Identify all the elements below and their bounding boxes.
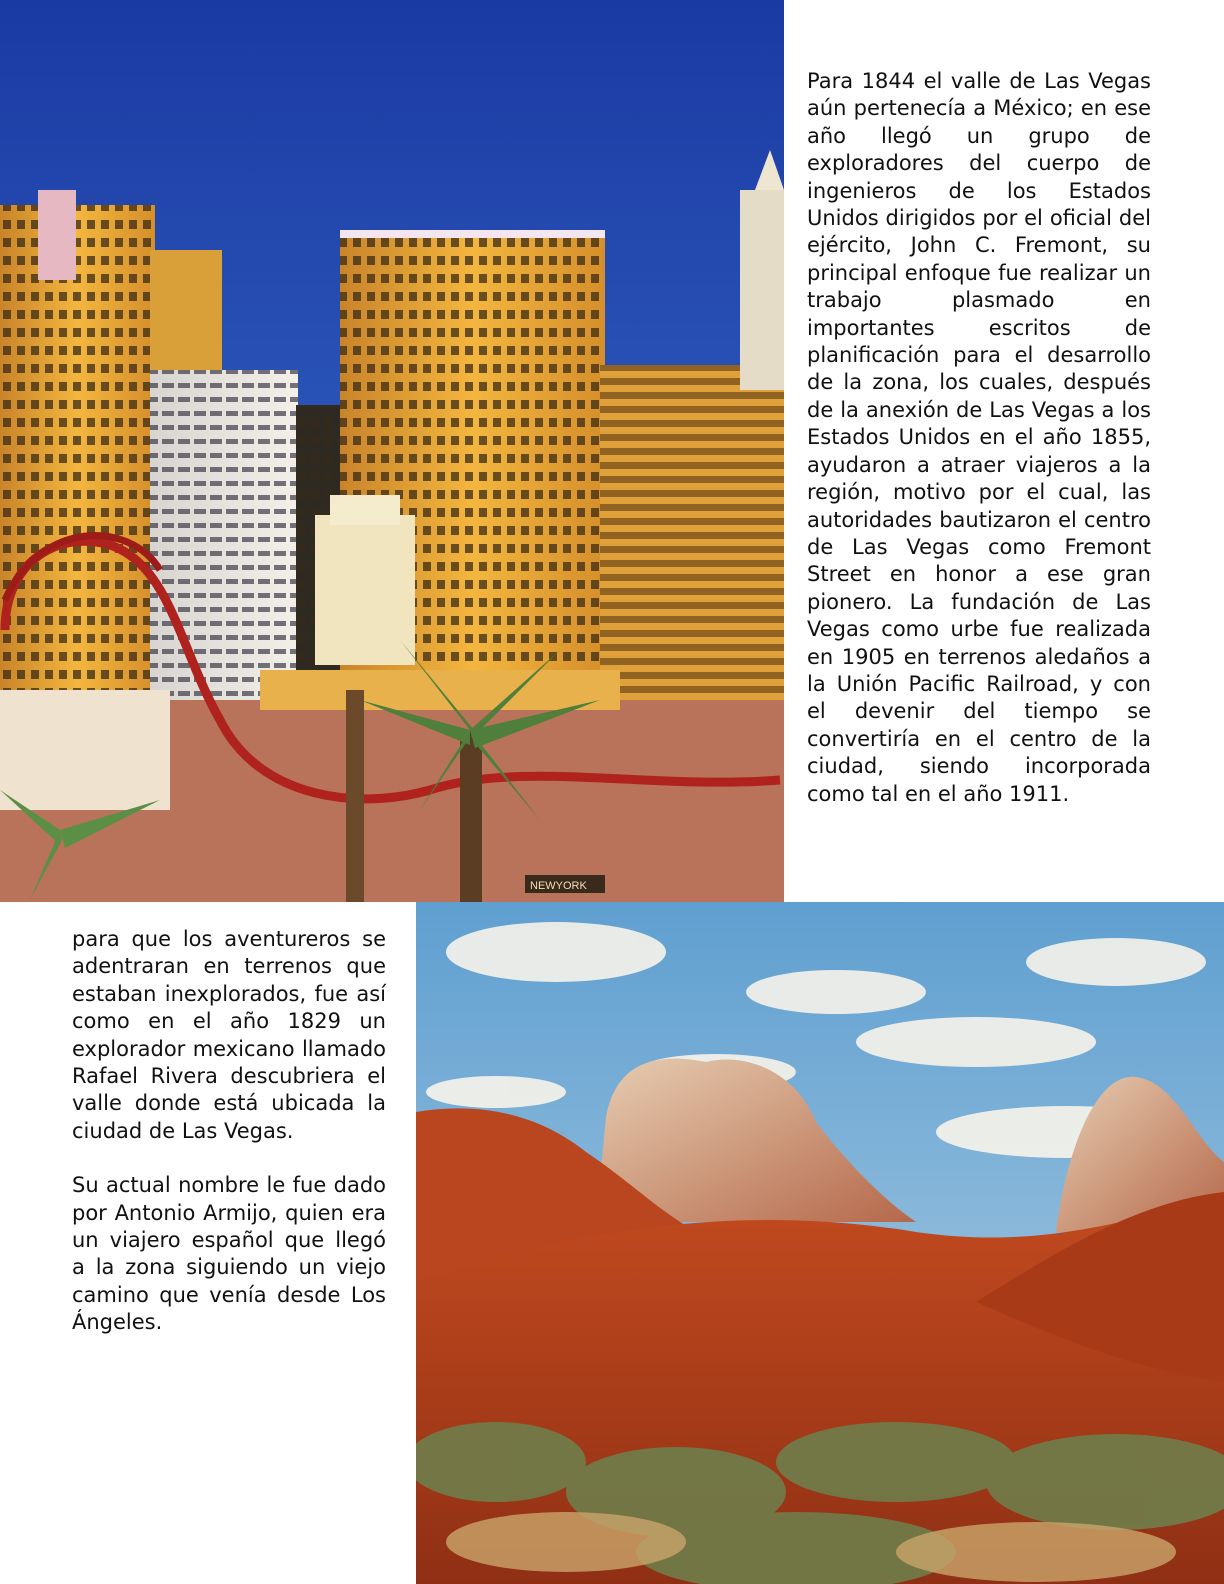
article-paragraph-right: Para 1844 el valle de Las Vegas aún pertenecía a México; en ese año llegó un grupo de exploradores del cuerpo de ingenieros de los Estados Unidos dirigidos por el oficial del ejército, John C. Fremont, su principal enfoque fue realizar un trabajo plasmado en importantes escritos de planificación para el desarrollo de la zona, los cuales, después de la anexión de Las Vegas a los Estados Unidos en el año 1855, ayudaron a atraer viajeros a la región, motivo por el cual, las autoridades bautizaron el centro de Las Vegas como Fremont Street en honor a ese gran pionero. La fundación de Las Vegas como urbe fue realizada en 1905 en terrenos aledaños a la Unión Pacific Railroad, y con el devenir del tiempo se convertiría en el centro de la ciudad, siendo incorporada como tal en el año 1911. (807, 69, 1151, 806)
las-vegas-skyline-photo (0, 0, 784, 902)
desert-landscape-illustration (416, 902, 1224, 1584)
desert-landscape-photo (416, 902, 1224, 1584)
article-paragraph-left-2: Su actual nombre le fue dado por Antonio Armijo, quien era un viajero español que llegó a la zona siguiendo un viejo camino que venía desde Los Ángeles. (72, 1173, 386, 1335)
las-vegas-skyline-illustration (0, 0, 784, 902)
article-text-left-column (72, 926, 386, 1337)
newyork-sign-text: NEWYORK (530, 880, 587, 892)
article-paragraph-left-1: para que los aventureros se adentraran en terrenos que estaban inexplorados, fue así como en el año 1829 un explorador mexicano llamado Rafael Rivera descubriera el valle donde está ubicada la ciudad de Las Vegas. (72, 927, 386, 1143)
article-text-right-column (807, 68, 1151, 808)
